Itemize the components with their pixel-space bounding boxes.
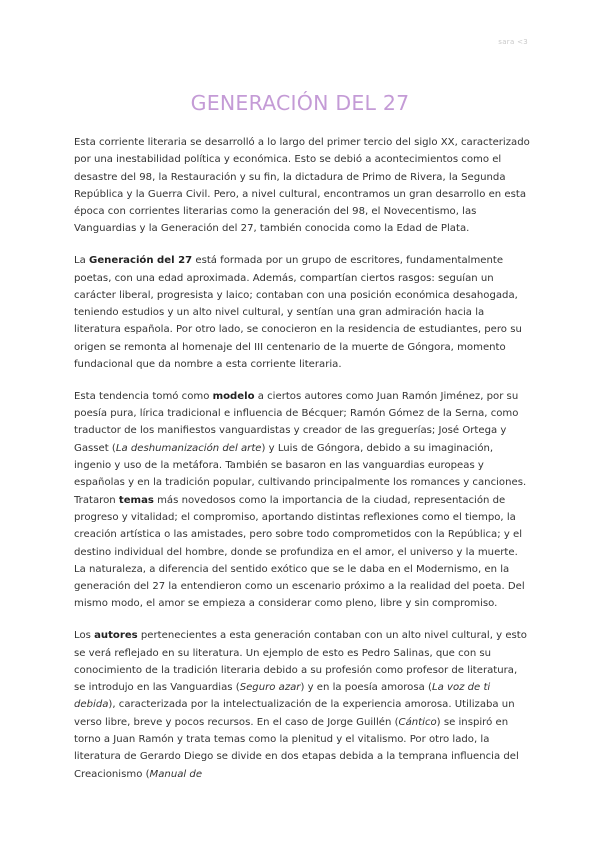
paragraph-modelo xyxy=(74,388,530,613)
work-title-italic: La deshumanización del arte xyxy=(115,442,262,454)
text-run: Los xyxy=(74,630,95,642)
header-tag: sara <3 xyxy=(498,38,528,46)
text-run: está formada por un grupo de escritores, fundamentalmente poetas, con una edad aproximada. Además, compartían ciertos rasgos: seguían un carácter liberal, progresista y laico; contaban con una posición económica desahogada, teniendo estudios y un alto nivel cultural, y sentían una gran admiración hacia la literatura española. Por otro lado, se conocieron en la residencia de estudiantes, pero su origen se remonta al homenaje del III centenario de la muerte de Góngora, momento fundacional que da nombre a esta corriente literaria. xyxy=(74,255,522,371)
text-run: ), caracterizada por la intelectualización de la experiencia amorosa. Utilizaba un verso libre, breve y pocos recursos. En el caso de Jorge Guillén ( xyxy=(74,699,515,728)
document-body xyxy=(74,134,530,797)
paragraph-intro xyxy=(74,134,530,238)
work-title-italic: Manual de xyxy=(149,768,203,780)
text-run: más novedosos como la importancia de la ciudad, representación de progreso y vitalidad; el compromiso, aportando distintas reflexiones como el tiempo, la creación artística o las amistades, pero sobre todo comprometidos con la República; y el destino individual del hombre, donde se profundiza en el amor, el universo y la muerte. La naturaleza, a diferencia del sentido exótico que se le daba en el Modernismo, en la generación del 27 la entendieron como un escenario próximo a la realidad del poeta. Del mismo modo, el amor se empieza a considerar como pleno, libre y sin compromiso. xyxy=(74,494,525,610)
text-run: pertenecientes a esta generación contaban con un alto nivel cultural, y esto se verá reflejado en su literatura. Un ejemplo de esto es Pedro Salinas, que con su conocimiento de la tradición literaria debido a su profesión como profesor de literatura, se introdujo en las Vanguardias ( xyxy=(74,630,527,694)
text-run: ) se inspiró en torno a Juan Ramón y trata temas como la plenitud y el vitalismo. Por otro lado, la literatura de Gerardo Diego se divide en dos etapas debida a la temprana influencia del Creacionismo ( xyxy=(74,716,519,780)
text-run: Esta corriente literaria se desarrolló a lo largo del primer tercio del siglo XX, caracterizado por una inestabilidad política y económica. Esto se debió a acontecimientos como el desastre del 98, la Restauración y su fin, la dictadura de Primo de Rivera, la Segunda República y la Guerra Civil. Pero, a nivel cultural, encontramos un gran desarrollo en esta época con corrientes literarias como la generación del 98, el Novecentismo, las Vanguardias y la Generación del 27, también conocida como la Edad de Plata. xyxy=(74,137,530,235)
emphasis-bold: autores xyxy=(94,630,138,642)
emphasis-bold: Generación del 27 xyxy=(89,255,193,267)
text-run: ) y Luis de Góngora, debido a su imaginación, ingenio y uso de la metáfora. También se basaron en las vanguardias europeas y españolas y en la tradición popular, cultivando principalmente los romances y canciones. Trataron xyxy=(74,442,527,506)
text-run: a ciertos autores como Juan Ramón Jiménez, por su poesía pura, lírica tradicional e influencia de Bécquer; Ramón Gómez de la Serna, como traductor de los manifiestos vanguardistas y creador de las greguerías; José Ortega y Gasset ( xyxy=(74,390,519,454)
page-title: GENERACIÓN DEL 27 xyxy=(190,91,410,115)
paragraph-generacion xyxy=(74,252,530,373)
text-run: La xyxy=(74,255,90,267)
work-title-italic: Seguro azar xyxy=(239,682,301,694)
paragraph-autores xyxy=(74,627,530,783)
text-run: Esta tendencia tomó como xyxy=(74,390,213,402)
work-title-italic: La voz de ti debida xyxy=(74,682,491,711)
emphasis-bold: temas xyxy=(118,494,154,506)
emphasis-bold: modelo xyxy=(212,390,255,402)
text-run: ) y en la poesía amorosa ( xyxy=(300,682,432,694)
work-title-italic: Cántico xyxy=(398,716,437,728)
